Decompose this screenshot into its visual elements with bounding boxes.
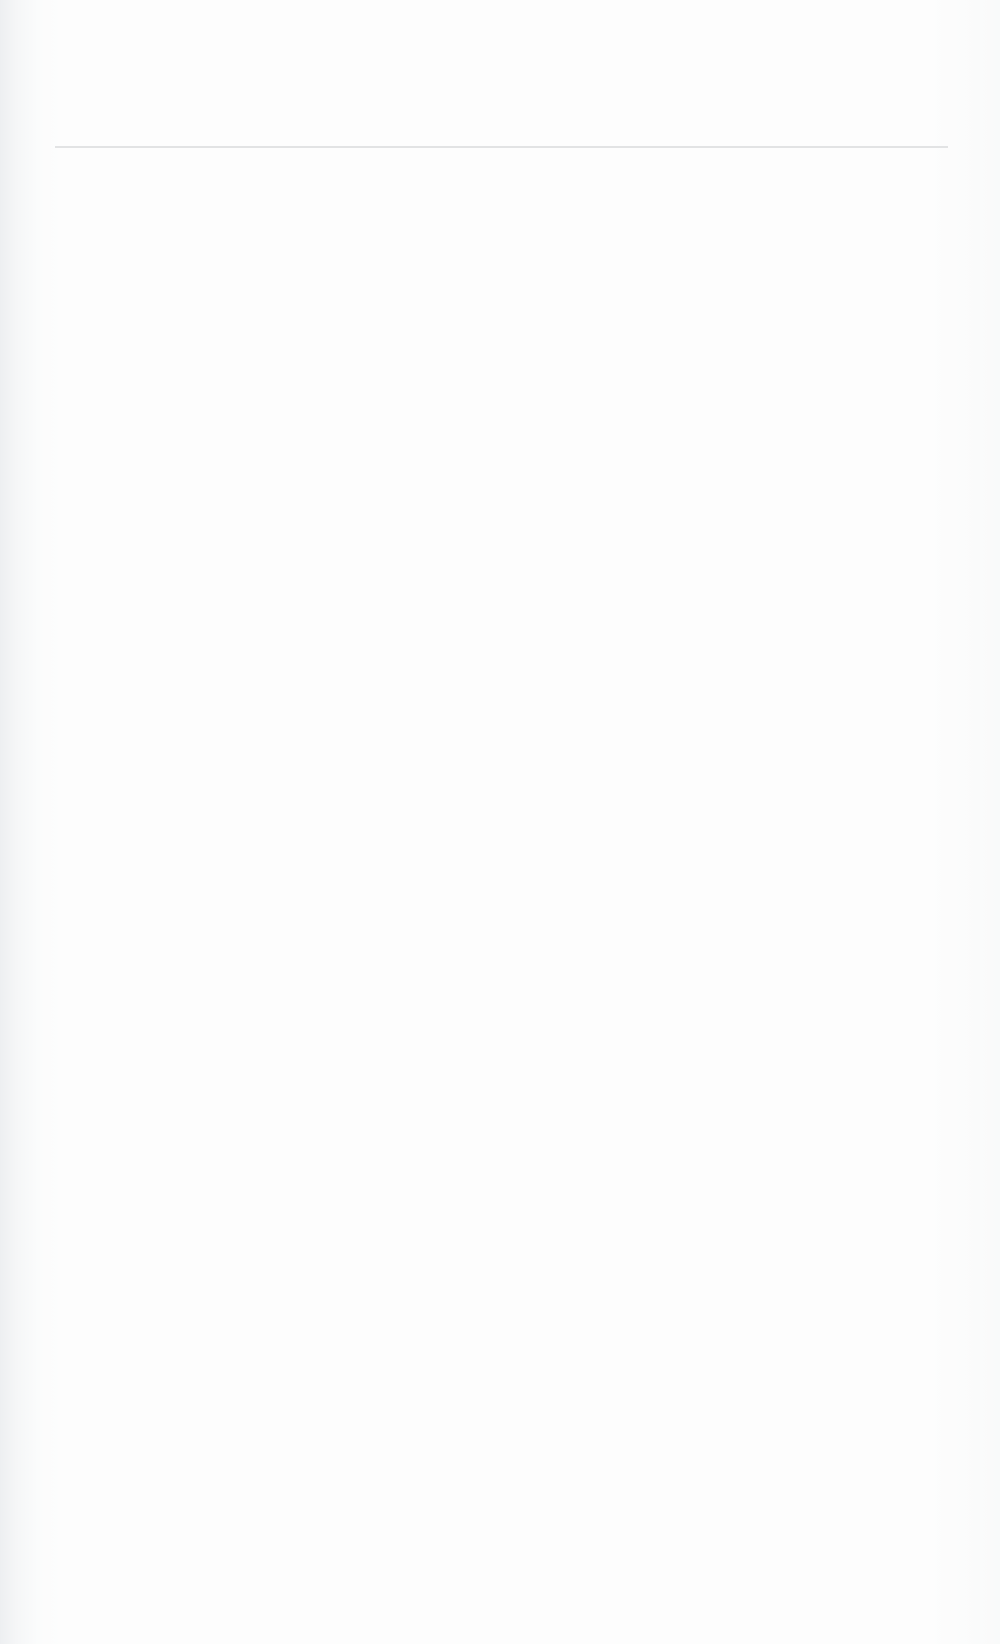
- header-rule: [55, 146, 948, 148]
